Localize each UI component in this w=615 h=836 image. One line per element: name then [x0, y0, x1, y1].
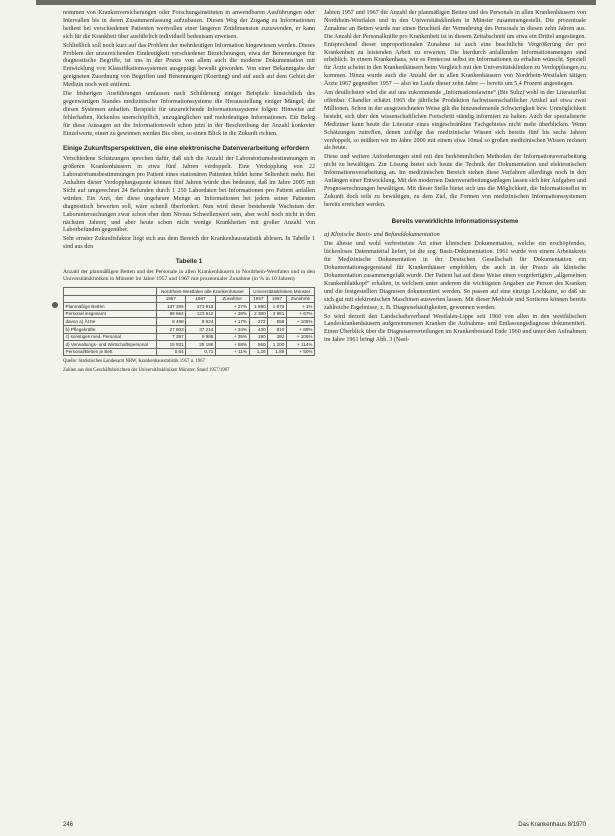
table-cell: 8 498	[156, 318, 186, 326]
table-cell: 560	[249, 341, 268, 349]
table-cell: 9 986	[186, 333, 216, 341]
table-cell: + 114%	[286, 341, 314, 349]
table-subheader: Zunahme	[215, 295, 249, 303]
table-cell: 173 913	[186, 303, 216, 311]
paragraph: So wird derzeit den Landschaftsverband Westfalen-Lippe seit 1960 von allen in den westfälischen Landeskrankenhäusern aufgenommenen Kranken die Aufnahme- und Entlassungsdiagnose dokumentiert. Einen Überblick über die Diagnosenverteilungen im Krankenbestand Ende 1960 und unter den Aufnahmen im Jahre 1961 bringt Abb. 3 (Neel-	[324, 313, 586, 344]
table-cell: + 88%	[286, 326, 314, 334]
table-corner	[64, 288, 157, 296]
table-cell: + 34%	[215, 326, 249, 334]
row-label: Planmäßige Betten	[64, 303, 157, 311]
table-cell: 137 395	[156, 303, 186, 311]
table-row	[64, 310, 315, 318]
table-cell: 0,71	[186, 348, 216, 356]
row-label: Personal insgesamt	[64, 310, 157, 318]
table-cell: 7 397	[156, 333, 186, 341]
table-subheader: 1967	[268, 295, 287, 303]
table-cell: 272	[249, 318, 268, 326]
table-subheader: 1957	[156, 295, 186, 303]
section-heading: Einige Zukunftsperspektiven, die eine elektronische Datenverarbeitung erfordern	[63, 144, 310, 152]
table-corner	[64, 295, 157, 303]
table-cell: + 17%	[215, 318, 249, 326]
paragraph: Am deutlichsten wird die auf uns zukommende „Informationslawine“ (Bis Sultz) wohl in der Literaturflut offenbar. Chandler schätzt 1965 die jährliche Produktion fachwissenschaftlicher Artikel auf etwa zwei Millionen. Schon in der ausgezeichneten Weise gilt die hinzunehmende Schwierigkeit bzw. Unmöglichkeit besteht, sich über den wissenschaftlichen Fortschritt ständig informiert zu halten. Auch der spezialisierte Mediziner kann heute die Literatur eines eingeschränkten Fachgebietes nicht mehr überblicken. Wenn Schätzungen zutreffen, denen zufolge das medizinische Wissen sich bereits fünf bis sechs Jahren verdoppelt, so müßten wir im Jahre 2000 mit einem etwa 10mal so großen medizinischen Wissen rechnen als heute.	[324, 90, 586, 152]
table-cell: + 11%	[215, 348, 249, 356]
table-group-header: Universitätskliniken Münster	[249, 288, 314, 296]
table-cell: 430	[249, 326, 268, 334]
row-label: Personal/Betten je Bett	[64, 348, 157, 356]
subsection-heading: a) Klinische Basis- und Befunddokumentation	[324, 230, 440, 238]
paragraph: nommen von Krankenversicherungen oder Forschungsinstituten in anwendbaren Ausführungen oder Intervallen bis in deren Zusammenfassung aufzubauen. Diesen Weg der Zugang zu Informationen bedient bei verschiedenen Patienten wertvollen einer längeren Zeitdimension zuzuwenden, er kann sich für die Krankheit über ausführlich individuell bedeutsam erweisen.	[63, 10, 315, 40]
row-label: b) Pflegekräfte	[64, 326, 157, 334]
table-cell: 1 870	[268, 303, 287, 311]
table-cell: 558	[268, 318, 287, 326]
table-cell: + 67%	[286, 310, 314, 318]
table-cell: + 38%	[215, 310, 249, 318]
table-subheader: 1957	[249, 295, 268, 303]
table-row	[64, 348, 315, 356]
paragraph: Schließlich soll noch kurz auf das Problem der mehrdeutigen Information hingewiesen werden. Dieses Problem der unzureichenden Eindeutigkeit verschiedener Bezeichnungen, etwa der Benennungen für diagnostische Begriffe, ist uns in der Praxis von allem auch die moderne Dokumentation mit Entwicklung von Klassifikationssystemen ausgeprägt bewußt geworden. Von einer Bekanntgabe der geeigneten Zuordnung von Begriffen und Benennungen (Koerting) und auf auch auf dem Gebiet der Medizin noch weit entfernt.	[63, 42, 315, 89]
table-cell: 15 931	[156, 341, 186, 349]
table-footnote: Zahlen aus den Geschäftsberichten der Universitätskliniken Münster, Stand 1957/1967	[63, 368, 230, 374]
table-cell: 89 664	[156, 310, 186, 318]
table-cell: 1,26	[249, 348, 268, 356]
table-cell: 9 924	[186, 318, 216, 326]
table-cell: 1,89	[268, 348, 287, 356]
paragraph: Diese und weitere Anforderungen sind mit den herkömmlichen Methoden der Informationsverarbeitung nicht zu bewältigen. Zur Lösung bietet sich heute die Technik der Dokumentation und elektronischen Informationsverarbeitung an. Im medizinischen Bereich stehen diese Verfahren allerdings noch in den Anfängen einer Entwicklung. Mit den modernen Datenverarbeitungsanlagen lassen sich hier Aufgaben und Prognoserechnungen bewältigen. Mit dieser Stelle bietet sich uns die Möglichkeit, die Informationsflut in Zukunft doch teils zu bewältigen, zu dem Ziel, die Formen von medizinischen Informationssystemen bereits erreichen werden.	[324, 154, 586, 208]
paragraph: Sehr ernster Zukunftsfaktor liegt sich aus dem Bereich der Krankenhausstatistik ablesen. In Tabelle 1 sind aus den	[63, 236, 315, 251]
table-cell: + 1%	[286, 303, 314, 311]
table-cell: 1 890	[249, 303, 268, 311]
row-label: c) sonstiges med. Personal	[64, 333, 157, 341]
left-column	[63, 10, 315, 374]
table-cell: 2 380	[249, 310, 268, 318]
table-cell: 25 186	[186, 341, 216, 349]
table-title: Tabelle 1	[175, 258, 203, 266]
table-cell: 190	[249, 333, 268, 341]
paragraph: Jahren 1957 und 1967 die Anzahl der planmäßigen Betten und des Personals in allen Krankenhäusern von Nordrhein-Westfalen und in den Universitätskliniken in Münster zusammengestellt. Die prozentuale Zunahme an Betten wurde nur einen Bruchteil der Vermehrung des Personals in diesen zehn Jahren aus. Die Anzahl der Personalkräfte pro Krankenbett ist in diesem Zeitabschnitt um etwa ein Drittel angestiegen. Entsprechend dieser unproportionalen Zunahme ist auch eine beachtliche Vergrößerung der pro Krankenbett zu leistenden Arbeit zu erwarten. Die hierdurch anfallenden Informationsmengen sind erheblich. In einem Krankenhaus, wie es Pentecost selbst im Informationen zu erhalten wünscht. Speziell für Ärzte scheint in den Krankenhäusern beim Vergleich mit den Universitätskliniken zu Verdopplungen zu kommen. Hinzu wurde auch die Anzahl der in allen Krankenhäusern von Nordrhein-Westfalen tätigen Ärzte 1967 gegenüber 1957 — also im Laufe dieser zehn Jahre — bereits um 5,4 Prozent angestiegen.	[324, 10, 586, 88]
table-cell: 1 200	[268, 341, 287, 349]
table-cell: 123 912	[186, 310, 216, 318]
table-row	[64, 318, 315, 326]
table-cell: + 105%	[286, 318, 314, 326]
table-cell: 3 981	[268, 310, 287, 318]
table-row	[64, 303, 315, 311]
paragraph: Verschiedene Schätzungen sprechen dafür, daß sich die Anzahl der Laboratoriumsbestimmungen in größeren Krankenhäusern in etwa fünf Jahren verdoppelt. Eine Verdopplung von 22 Laboratoriumsbestimmungen pro Patient eines stationären Patienten bildet keine Seltenheit mehr. Bei Anhalten dieser Verdopplungsquote können fünf Jahren würde dies bedeuten, daß im Jahre 2005 mit Sicht auf umgerechnet 24 Befunden durch 1 250 Labordaten bei Informationen pro Patient anfallen würden. Ein Arzt, der diese ungeheure Menge an Informationen bei jedem seiner Patienten diagnostisch bewerten soll, wäre schnell überfordert. Nun wird dieser bestehende Wachstum der Laboruntersuchungen zwar schon eher dem Niveau Schwellenwert sein, aber wohl noch nicht in den nächsten Jahren; und aber heute schon nicht wenige Krankheiten mit großer Anzahl von Laborbefunden gegenüber.	[63, 156, 315, 234]
table-subheader: 1967	[186, 295, 216, 303]
table-row	[64, 341, 315, 349]
row-label: davon a) Ärzte	[64, 318, 157, 326]
table-cell: 392	[268, 333, 287, 341]
table-cell: 37 214	[186, 326, 216, 334]
table-cell: + 58%	[215, 341, 249, 349]
page-number: 246	[63, 822, 74, 828]
table-cell: + 35%	[215, 333, 249, 341]
journal-footer: Das Krankenhaus 8/1970	[518, 822, 586, 828]
table-cell: 0,64	[156, 348, 186, 356]
table-cell: + 50%	[286, 348, 314, 356]
paragraph: Die bisherigen Ausführungen umfassen nach Schilderung einiger Beispiele hinsichtlich des gegenwärtigen Standes medizinischer Informationssysteme die Herausstellung einiger Mängel, die diesen Systemen anhaften. Beispiele für unzureichende Informationssysteme folgen: Hinweise auf fehlerhaften, lückenlos unerschöpflich, unzugänglichen und mehrdeutigen Informationen. Ein Beleg für diese Aussagen sei die Informationswelt schon jetzt in der Beschreibung der Anzahl konkreter Einzelwerte, einen zu gewinnen werden Bis oben, so einen Blick in die Zukunft richten.	[63, 91, 315, 137]
right-column	[324, 10, 586, 346]
table-row	[64, 333, 315, 341]
table-cell: + 106%	[286, 333, 314, 341]
data-table	[63, 287, 315, 356]
table-cell: + 27%	[215, 303, 249, 311]
section-heading: Bereits verwirklichte Informationssysteme	[391, 217, 519, 225]
row-label: d) Verwaltungs- und Wirtschaftspersonal	[64, 341, 157, 349]
table-cell: 810	[268, 326, 287, 334]
print-smudge	[52, 302, 58, 308]
paragraph: Die älteste und wohl verbreitetste Art einer klinischen Dokumentation, welche ein erschöpfendes, lückenloses Datenmaterial liefert, ist die sog. Basis-Dokumentation. 1961 wurde von einem Arbeitskreis für Medizinische Dokumentation in der Deutschen Gesellschaft für Dokumentation ein Dokumentationsgegenstand für Krankenhäuser empfohlen, die auch in der Praxis als klinische Dokumentation zusammengefaßt wurde. Der Patient hat auf diese Weise einen vorgefertigten „allgemeinen Krankenblattkopf“ erhalten, in welchem unter anderem die wichtigsten Angaben zur Person des Kranken und die festgestellten Diagnosen dokumentiert werden. So passen auf eine einzige Lochkarte, so daß sie sich gut mit elektronischen Maschinen auswerten lassen. Mit dieser Methode und Sortieren können bereits zahlreiche Ergebnisse, z. B. Diagnosehäufigkeiten, gewonnen werden.	[324, 241, 586, 311]
table-group-header: Nordrhein-Westfalen alle Krankenhäuser	[156, 288, 249, 296]
table-caption: Anzahl der planmäßigen Betten und der Personale in allen Krankenhäusern in Nordrhein-Westfalen und in den Universitätskliniken in Münster im Jahre 1957 und 1967 mit prozentualer Zunahme (in % in 10 Jahren)	[63, 269, 315, 283]
table-footnote: Quelle: Statistisches Landesamt NRW, Krankenhausstatistik 1957 u. 1967	[63, 359, 205, 365]
table-cell: 27 803	[156, 326, 186, 334]
page-top-edge	[36, 0, 596, 5]
table-row	[64, 326, 315, 334]
table-subheader: Zunahme	[286, 295, 314, 303]
